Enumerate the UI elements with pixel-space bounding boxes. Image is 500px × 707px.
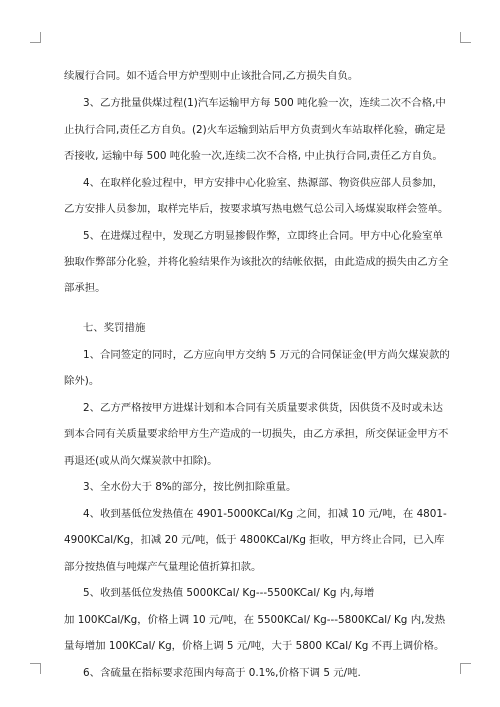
text-line: 乙方安排人员参加，取样完毕后，按要求填写热电燃气总公司入场煤炭取样会签单。 (64, 203, 449, 215)
text-line: 2、乙方严格按甲方进煤计划和本合同有关质量要求供货，因供货不及时或未达 (83, 402, 443, 414)
text-line: 续履行合同。如不适合甲方炉型则中止该批合同,乙方损失自负。 (64, 70, 359, 82)
crop-mark-top-left (30, 32, 41, 43)
text-line: 4、收到基低位发热值在 4901-5000KCal/Kg 之间，扣减 10 元/吨，在 4801- (83, 508, 447, 520)
text-line: 量每增加 100KCal/ Kg，价格上调 5 元/吨，大于 5800 KCal/ Kg 不再上调价格。 (64, 640, 445, 652)
text-line: 4、在取样化验过程中，甲方安排中心化验室、热源部、物资供应部人员参加， (83, 177, 443, 189)
crop-mark-bottom-left (30, 663, 41, 674)
text-line: 独取作弊部分化验，并将化验结果作为该批次的结帐依据，由此造成的损失由乙方全 (64, 256, 449, 268)
text-line: 加 100KCal/Kg，价格上调 10 元/吨，在 5500KCal/ Kg---5800KCal/ Kg 内,发热 (64, 614, 446, 626)
text-line: 5、收到基低位发热值 5000KCal/ Kg---5500KCal/ Kg 内,每增 (83, 587, 375, 599)
text-line: 5、在进煤过程中，发现乙方明显掺假作弊，立即终止合同。甲方中心化验室单 (83, 230, 443, 242)
text-line: 4900KCal/Kg，扣减 20 元/吨，低于 4800KCal/Kg 拒收，甲方终止合同，已入库 (64, 534, 445, 546)
text-line: 止执行合同,责任乙方自负。(2)火车运输到站后甲方负责到火车站取样化验，确定是 (64, 124, 446, 136)
text-line: 到本合同有关质量要求给甲方生产造成的一切损失，由乙方承担，所交保证金甲方不 (64, 428, 449, 440)
text-line: 除外)。 (64, 375, 100, 387)
text-line: 否接收, 运输中每 500 吨化验一次,连续二次不合格, 中止执行合同,责任乙方自负。 (64, 150, 443, 162)
section-heading: 七、奖罚措施 (83, 322, 146, 334)
text-line: 6、含硫量在指标要求范围内每高于 0.1%,价格下调 5 元/吨. (83, 667, 361, 679)
text-line: 3、全水份大于 8%的部分，按比例扣除重量。 (83, 481, 297, 493)
text-line: 部分按热值与吨煤产气量理论值折算扣款。 (64, 561, 262, 573)
text-line: 再退还(或从尚欠煤炭款中扣除)。 (64, 455, 218, 467)
text-line: 3、乙方批量供煤过程(1)汽车运输甲方每 500 吨化验一次，连续二次不合格,中 (83, 97, 446, 109)
text-line: 部承担。 (64, 282, 106, 294)
crop-mark-top-right (460, 32, 471, 43)
text-line: 1、合同签定的同时，乙方应向甲方交纳 5 万元的合同保证金(甲方尚欠煤炭款的 (83, 349, 450, 361)
crop-mark-bottom-right (460, 663, 471, 674)
